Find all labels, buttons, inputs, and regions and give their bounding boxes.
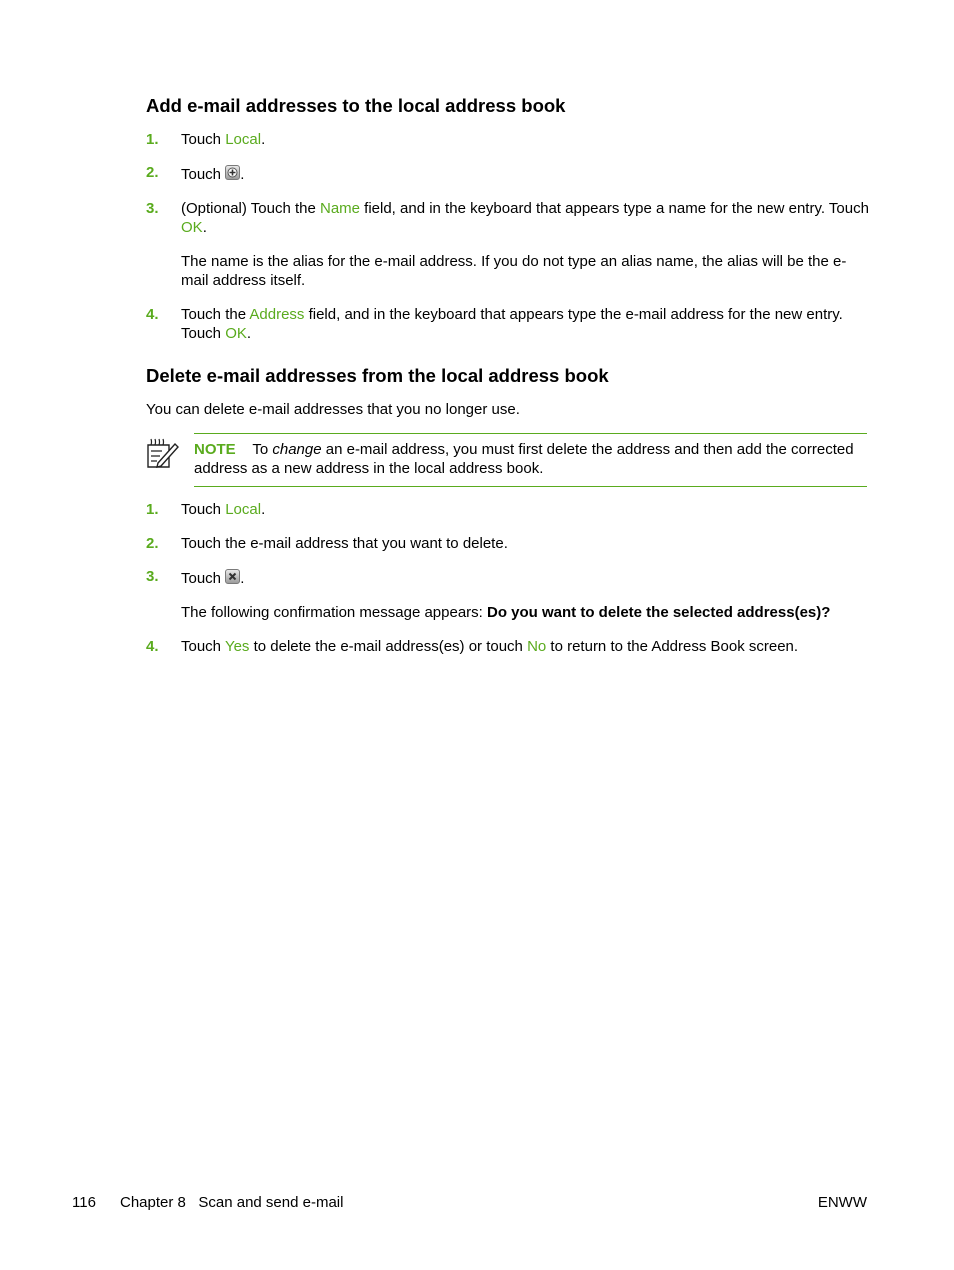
note-text: NOTE To change an e-mail address, you must first delete the address and then add the corrected address as a new address in the local address book. bbox=[194, 441, 854, 477]
step-paragraph: The name is the alias for the e-mail address. If you do not type an alias name, the alias will be the e-mail address itself. bbox=[181, 253, 847, 289]
ui-term-local: Local bbox=[225, 501, 262, 518]
step-text: Touch the Address field, and in the keyboard that appears type the e-mail address for the new entry. Touch OK. bbox=[181, 306, 843, 342]
chapter-label: Chapter 8 Scan and send e-mail bbox=[120, 1194, 344, 1211]
step-text: (Optional) Touch the Name field, and in the keyboard that appears type a name for the new entry. Touch OK. bbox=[181, 200, 869, 236]
ui-term-ok: OK bbox=[181, 219, 203, 236]
delete-entry-icon bbox=[225, 569, 240, 584]
step-number: 2. bbox=[146, 164, 159, 181]
step-number: 2. bbox=[146, 535, 159, 552]
step-text: Touch Local. bbox=[181, 501, 266, 518]
step-number: 1. bbox=[146, 131, 159, 148]
step-number: 4. bbox=[146, 306, 159, 323]
ui-term-address: Address bbox=[249, 306, 305, 323]
ui-term-yes: Yes bbox=[224, 638, 250, 655]
note-label: NOTE bbox=[194, 441, 236, 458]
ui-term-local: Local bbox=[225, 131, 262, 148]
step-text: Touch Local. bbox=[181, 131, 266, 148]
confirmation-message: Do you want to delete the selected address(es)? bbox=[487, 604, 831, 621]
step-text: Touch . bbox=[181, 166, 245, 183]
section-heading-delete: Delete e-mail addresses from the local address book bbox=[146, 365, 609, 386]
ui-term-ok: OK bbox=[225, 325, 247, 342]
ui-term-name: Name bbox=[319, 200, 360, 217]
footer-right-label: ENWW bbox=[817, 1194, 867, 1211]
step-number: 3. bbox=[146, 200, 159, 217]
note-top-rule bbox=[194, 433, 867, 434]
step-paragraph: The following confirmation message appears: Do you want to delete the selected address(es)? bbox=[181, 604, 831, 621]
add-entry-icon bbox=[225, 165, 240, 180]
step-text: Touch . bbox=[181, 570, 245, 587]
page-number: 116 bbox=[72, 1194, 96, 1211]
step-number: 3. bbox=[146, 568, 159, 585]
step-number: 1. bbox=[146, 501, 159, 518]
step-number: 4. bbox=[146, 638, 159, 655]
step-text: Touch the e-mail address that you want to delete. bbox=[181, 535, 508, 552]
ui-term-no: No bbox=[527, 638, 547, 655]
step-text: Touch Yes to delete the e-mail address(es) or touch No to return to the Address Book screen. bbox=[181, 638, 799, 655]
intro-text: You can delete e-mail addresses that you no longer use. bbox=[146, 401, 520, 418]
section-heading-add: Add e-mail addresses to the local address book bbox=[146, 95, 566, 116]
note-pencil-icon bbox=[144, 436, 180, 470]
note-bottom-rule bbox=[194, 486, 867, 487]
